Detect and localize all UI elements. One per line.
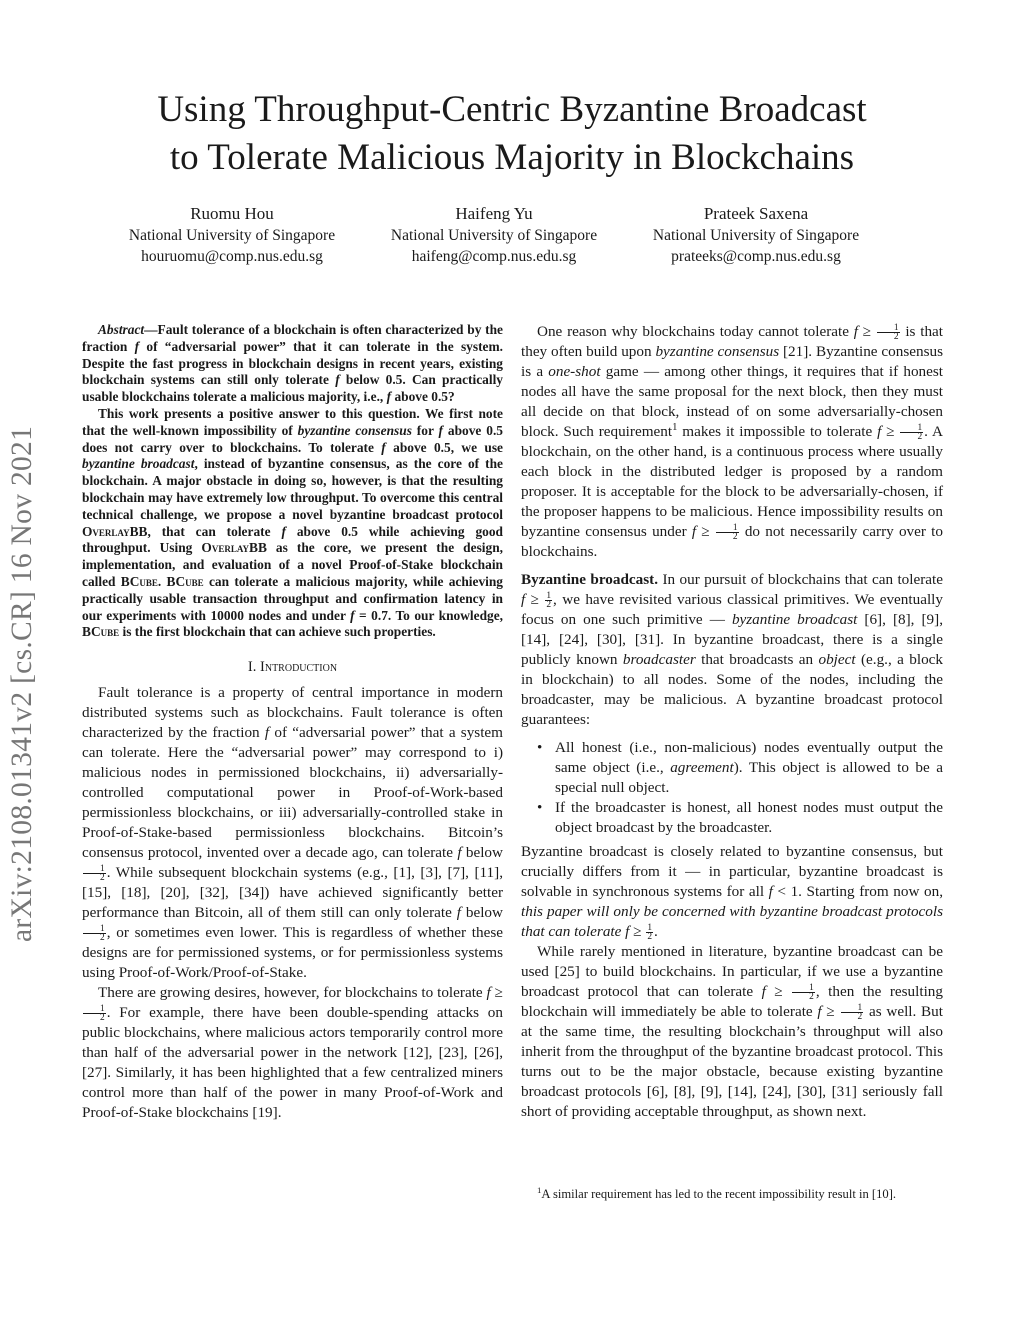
- footnote: [521, 1186, 943, 1202]
- author-name: Prateek Saxena: [703, 204, 809, 223]
- author-affiliation: National University of Singapore: [390, 226, 598, 244]
- author-affiliation: National University of Singapore: [128, 226, 336, 244]
- footnote-text: A similar requirement has led to the recent impossibility result in [10].: [541, 1187, 897, 1201]
- author-email: houruomu@comp.nus.edu.sg: [141, 248, 323, 265]
- right-paragraph-3: Byzantine broadcast is closely related to byzantine consensus, but crucially differs from it — in particular, byzantine broadcast is solvable in synchronous systems for all f < 1. Starting from now on, this paper will only be concerned with byzantine broadcast protocols that can tolerate f ≥ $\frac{1}{2}$ .: [521, 843, 943, 943]
- arxiv-stamp: arXiv:2108.01341v2 [cs.CR] 16 Nov 2021: [6, 425, 38, 942]
- section-number: I.: [247, 659, 257, 676]
- abstract-paragraph-1: Abstract—Fault tolerance of a blockchain is often characterized by the fraction f of “adversarial power” that it can tolerate in the system. Despite the fast progress in blockchain designs in recent years, existing blockchain systems can still only tolerate f below 0.5. Can practically usable blockchains tolerate a malicious majority, i.e., f above 0.5?: [82, 322, 503, 405]
- right-paragraph-2: Byzantine broadcast. In our pursuit of blockchains that can tolerate f ≥ $\frac{1}{2}$ , we have revisited various classical primitives. We eventually focus on one such primitive — byzantine broadcast [6], [8], [9], [14], [24], [30], [31]. In byzantine broadcast, there is a single publicly known broadcaster that broadcasts an object (e.g., a block in blockchain) to all nodes. Some of the nodes, including the broadcaster, may be malicious. A byzantine broadcast protocol guarantees:: [521, 571, 944, 728]
- paper-title: [60, 86, 964, 182]
- list-item: • All honest (i.e., non-malicious) nodes eventually output the same object (i.e., agreement). This object is allowed to be a special null object.: [521, 738, 943, 798]
- author-email: haifeng@comp.nus.edu.sg: [411, 248, 577, 265]
- guarantee-list: [521, 738, 943, 838]
- right-column: [521, 322, 943, 1122]
- footnote-mark: 1: [537, 1184, 542, 1195]
- section-heading-introduction: [82, 657, 503, 677]
- intro-paragraph-2: There are growing desires, however, for blockchains to tolerate f ≥ $\frac{1}{2}$ . For example, there have been double-spending attacks on public blockchains, where malicious actors temporarily control more than half of the adversarial power in the network [12], [23], [26], [27]. Similarly, it has been highlighted that a few centralized miners control more than half of the power in many Proof-of-Work and Proof-of-Stake blockchains [19].: [82, 984, 503, 1122]
- right-paragraph-4: While rarely mentioned in literature, byzantine broadcast can be used [25] to build blockchains. In particular, if we use a byzantine broadcast protocol that can tolerate f ≥ $\frac{1}{2}$ , then the resulting blockchain will immediately be able to tolerate f ≥ $\frac{1}{2}$ as well. But at the same time, the resulting blockchain’s throughput will also inherit from the throughput of the byzantine broadcast protocol. This turns out to be the major obstacle, because existing byzantine broadcast protocols [6], [8], [9], [14], [24], [30], [31] seriously fall short of providing acceptable throughput, as shown next.: [521, 943, 943, 1120]
- left-column: [82, 322, 503, 1123]
- author-affiliation: National University of Singapore: [652, 226, 860, 244]
- title-line-1: Using Throughput-Centric Byzantine Broadcast: [157, 89, 867, 130]
- author-2: [344, 203, 644, 268]
- section-title: Introduction: [260, 659, 338, 676]
- right-paragraph-1: One reason why blockchains today cannot tolerate f ≥ $\frac{1}{2}$ is that they often build upon byzantine consensus [21]. Byzantine consensus is a one-shot game — among other things, it requires that if honest nodes all have the same proposal for the next block, then they must all decide on that block, instead of on some adversarially-chosen block. Such requirement$^1$ makes it impossible to tolerate f ≥ $\frac{1}{2}$ . A blockchain, on the other hand, is a continuous process where usually each block in the distributed ledger is proposed by a random proposer. It is acceptable for the block to be adversarially-chosen, if the proposer happens to be malicious. Hence impossibility results on byzantine consensus under f ≥ $\frac{1}{2}$ do not necessarily carry over to blockchains.: [521, 322, 944, 560]
- abstract-paragraph-2: This work presents a positive answer to this question. We first note that the well-known impossibility of byzantine consensus for f above 0.5 does not carry over to blockchains. To tolerate f above 0.5, we use byzantine broadcast, instead of byzantine consensus, as the core of the blockchain. A major obstacle in doing so, however, is that the resulting blockchain may have extremely low throughput. To overcome this central technical challenge, we propose a novel byzantine broadcast protocol OverlayBB, that can tolerate f above 0.5 while achieving good throughput. Using OverlayBB as the core, we present the design, implementation, and evaluation of a novel Proof-of-Stake blockchain called BCube. BCube can tolerate a malicious majority, while achieving practically usable transaction throughput and confirmation latency in our experiments with 10000 nodes and under f = 0.7. To our knowledge, BCube is the first blockchain that can achieve such properties.: [82, 405, 504, 640]
- author-name: Ruomu Hou: [190, 204, 274, 223]
- intro-paragraph-1: Fault tolerance is a property of central importance in modern distributed systems such as blockchains. Fault tolerance is often characterized by the fraction f of “adversarial power” that a system can tolerate. Here the “adversarial power” may correspond to i) malicious nodes in permissioned blockchains, ii) adversarially-controlled computational power in Proof-of-Work-based permissionless blockchains, or iii) adversarially-controlled stake in Proof-of-Stake-based permissionless blockchains. Bitcoin’s consensus protocol, invented over a decade ago, can tolerate f below $\frac{1}{2}$ . While subsequent blockchain systems (e.g., [1], [3], [7], [11], [15], [18], [20], [32], [34]) have achieved significantly better performance than Bitcoin, all of them still can only tolerate f below $\frac{1}{2}$ , or sometimes even lower. This is regardless of whether these designs are for permissioned systems, or for permissionless systems using Proof-of-Work/Proof-of-Stake.: [82, 684, 503, 982]
- title-line-2: to Tolerate Malicious Majority in Blockchains: [169, 137, 855, 178]
- author-name: Haifeng Yu: [455, 204, 533, 223]
- abstract-label: Abstract: [98, 322, 145, 337]
- author-1: [82, 203, 382, 268]
- abstract: [82, 322, 503, 641]
- list-item: • If the broadcaster is honest, all honest nodes must output the object broadcast by the broadcaster.: [521, 798, 943, 838]
- author-email: prateeks@comp.nus.edu.sg: [671, 248, 841, 265]
- author-3: [606, 203, 906, 268]
